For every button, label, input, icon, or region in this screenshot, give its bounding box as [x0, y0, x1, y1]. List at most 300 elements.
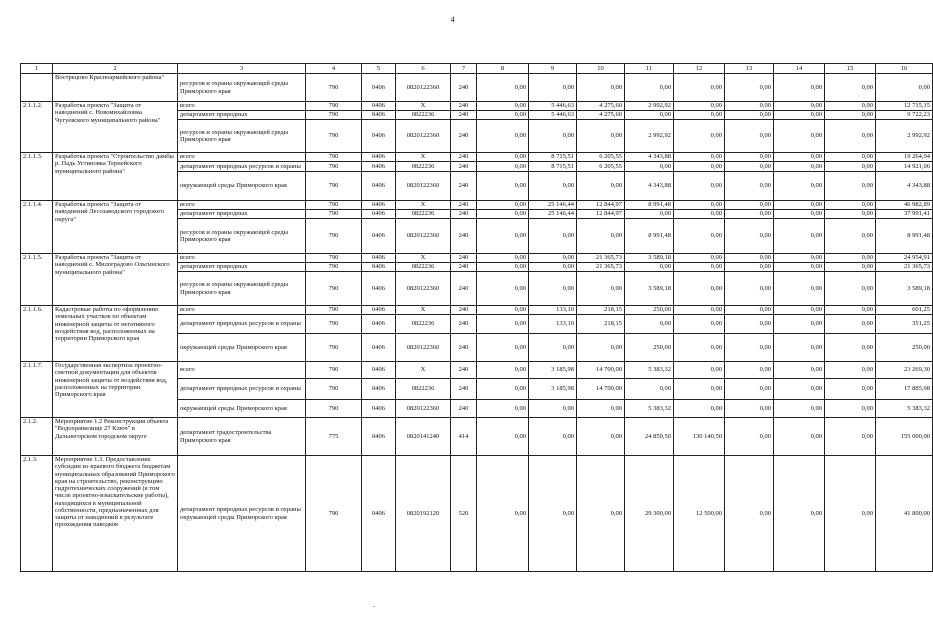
value-cell-c11: 4 343,88	[625, 172, 674, 201]
value-cell-c14: 0,00	[774, 172, 825, 201]
executor-cell: ресурсов и охраны окружающей среды Приморского края	[178, 120, 306, 153]
value-cell-c8: 0,00	[477, 153, 529, 162]
item-code: 2.1.2.	[21, 418, 53, 456]
value-cell-c9: 5 446,63	[529, 102, 577, 111]
value-cell-c8: 0,00	[477, 418, 529, 456]
value-cell-c10: 0,00	[577, 334, 625, 362]
value-cell-c14: 0,00	[774, 102, 825, 111]
value-cell-c4: 775	[306, 418, 362, 456]
value-cell-c8: 0,00	[477, 272, 529, 306]
value-cell-c12: 0,00	[674, 362, 725, 379]
value-cell-c5: 0406	[362, 306, 396, 315]
table-row	[21, 456, 933, 572]
value-cell-c4: 790	[306, 74, 362, 102]
column-number-3: 3	[178, 64, 306, 74]
value-cell-c9: 0,00	[529, 400, 577, 418]
value-cell-c8: 0,00	[477, 362, 529, 379]
value-cell-c7: 520	[451, 456, 477, 572]
value-cell-c14: 0,00	[774, 219, 825, 254]
value-cell-c10: 0,00	[577, 120, 625, 153]
value-cell-c5: 0406	[362, 334, 396, 362]
value-cell-c4: 790	[306, 362, 362, 379]
value-cell-c12: 0,00	[674, 219, 725, 254]
value-cell-c9: 0,00	[529, 172, 577, 201]
value-cell-c5: 0406	[362, 153, 396, 162]
value-cell-c6: 0822236	[396, 111, 451, 120]
value-cell-c15: 0,00	[825, 362, 876, 379]
value-cell-c14: 0,00	[774, 272, 825, 306]
item-code: 2.1.3.	[21, 456, 53, 572]
column-number-11: 11	[625, 64, 674, 74]
item-name: Вострецово Красноармейского района"	[53, 74, 178, 102]
column-number-row	[21, 64, 933, 74]
value-cell-c10: 4 275,60	[577, 102, 625, 111]
value-cell-c9: 8 715,51	[529, 153, 577, 162]
value-cell-c8: 0,00	[477, 111, 529, 120]
value-cell-c5: 0406	[362, 120, 396, 153]
value-cell-c13: 0,00	[725, 102, 774, 111]
value-cell-c13: 0,00	[725, 172, 774, 201]
value-cell-c11: 8 991,48	[625, 201, 674, 210]
value-cell-c5: 0406	[362, 418, 396, 456]
value-cell-c16: 8 991,48	[876, 219, 933, 254]
value-cell-c11: 250,00	[625, 306, 674, 315]
value-cell-c11: 3 589,18	[625, 254, 674, 263]
value-cell-c8: 0,00	[477, 201, 529, 210]
value-cell-c15: 0,00	[825, 102, 876, 111]
value-cell-c11: 5 383,32	[625, 362, 674, 379]
value-cell-c14: 0,00	[774, 400, 825, 418]
value-cell-c13: 0,00	[725, 263, 774, 272]
value-cell-c6: 0820141240	[396, 418, 451, 456]
value-cell-c7: 240	[451, 379, 477, 400]
executor-cell: окружающей среды Приморского края	[178, 172, 306, 201]
value-cell-c5: 0406	[362, 272, 396, 306]
executor-cell: всего	[178, 362, 306, 379]
value-cell-c15: 0,00	[825, 418, 876, 456]
value-cell-c12: 12 500,00	[674, 456, 725, 572]
value-cell-c14: 0,00	[774, 162, 825, 172]
value-cell-c11: 0,00	[625, 111, 674, 120]
value-cell-c15: 0,00	[825, 219, 876, 254]
value-cell-c11: 5 383,32	[625, 400, 674, 418]
value-cell-c13: 0,00	[725, 306, 774, 315]
item-name: Мероприятие 1.2 Реконструкция объекта "Водохранилище 27 Ключ" в Дальнегорском городском округе	[53, 418, 178, 456]
value-cell-c16: 21 365,73	[876, 263, 933, 272]
value-cell-c5: 0406	[362, 379, 396, 400]
table-row	[21, 102, 933, 111]
item-code: 2.1.1.6.	[21, 306, 53, 362]
value-cell-c8: 0,00	[477, 315, 529, 334]
value-cell-c6: 0820122360	[396, 172, 451, 201]
value-cell-c12: 0,00	[674, 74, 725, 102]
value-cell-c7: 240	[451, 102, 477, 111]
executor-cell: департамент градостроительства Приморского края	[178, 418, 306, 456]
value-cell-c15: 0,00	[825, 210, 876, 219]
value-cell-c5: 0406	[362, 162, 396, 172]
value-cell-c6: 0820192120	[396, 456, 451, 572]
value-cell-c10: 0,00	[577, 74, 625, 102]
value-cell-c9: 0,00	[529, 74, 577, 102]
value-cell-c11: 3 589,18	[625, 272, 674, 306]
value-cell-c14: 0,00	[774, 254, 825, 263]
value-cell-c7: 240	[451, 111, 477, 120]
value-cell-c11: 250,00	[625, 334, 674, 362]
value-cell-c16: 155 000,00	[876, 418, 933, 456]
value-cell-c4: 790	[306, 379, 362, 400]
column-number-10: 10	[577, 64, 625, 74]
value-cell-c6: X	[396, 362, 451, 379]
item-name: Разработка проекта "Строительство дамбы р. Падь Устиновка Тернейского муниципального района"	[53, 153, 178, 201]
value-cell-c10: 218,15	[577, 315, 625, 334]
value-cell-c16: 3 589,18	[876, 272, 933, 306]
value-cell-c9: 0,00	[529, 334, 577, 362]
value-cell-c11: 24 859,50	[625, 418, 674, 456]
column-number-2: 2	[53, 64, 178, 74]
value-cell-c16: 0,00	[876, 74, 933, 102]
value-cell-c11: 0,00	[625, 210, 674, 219]
value-cell-c9: 3 185,98	[529, 362, 577, 379]
table-row	[21, 418, 933, 456]
value-cell-c13: 0,00	[725, 210, 774, 219]
value-cell-c15: 0,00	[825, 272, 876, 306]
value-cell-c16: 14 921,06	[876, 162, 933, 172]
value-cell-c5: 0406	[362, 172, 396, 201]
value-cell-c8: 0,00	[477, 456, 529, 572]
value-cell-c8: 0,00	[477, 254, 529, 263]
value-cell-c11: 0,00	[625, 263, 674, 272]
value-cell-c6: 0820122360	[396, 272, 451, 306]
value-cell-c6: 0822236	[396, 379, 451, 400]
value-cell-c8: 0,00	[477, 162, 529, 172]
executor-cell: ресурсов и охраны окружающей среды Приморского края	[178, 74, 306, 102]
value-cell-c13: 0,00	[725, 334, 774, 362]
value-cell-c14: 0,00	[774, 263, 825, 272]
value-cell-c10: 6 205,55	[577, 162, 625, 172]
value-cell-c8: 0,00	[477, 210, 529, 219]
value-cell-c13: 0,00	[725, 74, 774, 102]
value-cell-c5: 0406	[362, 74, 396, 102]
value-cell-c5: 0406	[362, 362, 396, 379]
value-cell-c7: 240	[451, 120, 477, 153]
value-cell-c8: 0,00	[477, 219, 529, 254]
value-cell-c5: 0406	[362, 210, 396, 219]
value-cell-c16: 24 954,91	[876, 254, 933, 263]
value-cell-c11: 29 300,00	[625, 456, 674, 572]
value-cell-c6: 0820122360	[396, 400, 451, 418]
value-cell-c7: 240	[451, 254, 477, 263]
value-cell-c16: 2 992,92	[876, 120, 933, 153]
value-cell-c7: 240	[451, 334, 477, 362]
value-cell-c16: 17 885,98	[876, 379, 933, 400]
item-name: Разработка проекта "Защита от наводнений с. Милоградово Ольгинского муниципального района"	[53, 254, 178, 306]
table-row	[21, 254, 933, 263]
value-cell-c7: 414	[451, 418, 477, 456]
value-cell-c11: 0,00	[625, 315, 674, 334]
value-cell-c4: 790	[306, 162, 362, 172]
value-cell-c13: 0,00	[725, 315, 774, 334]
value-cell-c10: 4 275,60	[577, 111, 625, 120]
value-cell-c7: 240	[451, 172, 477, 201]
column-number-12: 12	[674, 64, 725, 74]
value-cell-c15: 0,00	[825, 111, 876, 120]
value-cell-c11: 0,00	[625, 379, 674, 400]
value-cell-c6: X	[396, 306, 451, 315]
item-code	[21, 74, 53, 102]
executor-cell: ресурсов и охраны окружающей среды Приморского края	[178, 272, 306, 306]
value-cell-c6: 0822236	[396, 210, 451, 219]
value-cell-c15: 0,00	[825, 74, 876, 102]
value-cell-c4: 790	[306, 334, 362, 362]
value-cell-c12: 0,00	[674, 306, 725, 315]
value-cell-c5: 0406	[362, 456, 396, 572]
value-cell-c11: 2 992,92	[625, 120, 674, 153]
item-name: Государственная экспертиза проектно-сметной документации для объектов инженерной защиты от воздействия вод, расположенных на территории Приморского края	[53, 362, 178, 418]
value-cell-c13: 0,00	[725, 219, 774, 254]
column-number-9: 9	[529, 64, 577, 74]
value-cell-c13: 0,00	[725, 400, 774, 418]
value-cell-c15: 0,00	[825, 120, 876, 153]
value-cell-c9: 0,00	[529, 120, 577, 153]
value-cell-c9: 133,10	[529, 315, 577, 334]
executor-cell: всего	[178, 153, 306, 162]
value-cell-c4: 790	[306, 153, 362, 162]
value-cell-c4: 790	[306, 254, 362, 263]
value-cell-c12: 0,00	[674, 400, 725, 418]
value-cell-c15: 0,00	[825, 201, 876, 210]
value-cell-c15: 0,00	[825, 254, 876, 263]
value-cell-c16: 250,00	[876, 334, 933, 362]
value-cell-c6: X	[396, 153, 451, 162]
value-cell-c12: 0,00	[674, 172, 725, 201]
value-cell-c14: 0,00	[774, 306, 825, 315]
value-cell-c12: 0,00	[674, 263, 725, 272]
executor-cell: департамент природных ресурсов и охраны окружающей среды Приморского края	[178, 456, 306, 572]
value-cell-c6: 0820122360	[396, 219, 451, 254]
value-cell-c7: 240	[451, 153, 477, 162]
value-cell-c4: 790	[306, 400, 362, 418]
value-cell-c13: 0,00	[725, 111, 774, 120]
value-cell-c9: 0,00	[529, 456, 577, 572]
value-cell-c13: 0,00	[725, 201, 774, 210]
executor-cell: окружающей среды Приморского края	[178, 334, 306, 362]
value-cell-c7: 240	[451, 315, 477, 334]
value-cell-c10: 21 365,73	[577, 263, 625, 272]
value-cell-c10: 0,00	[577, 456, 625, 572]
value-cell-c11: 2 992,92	[625, 102, 674, 111]
page-footer-mark: .	[373, 600, 375, 609]
item-code: 2.1.1.4.	[21, 201, 53, 254]
value-cell-c10: 21 365,73	[577, 254, 625, 263]
item-code: 2.1.1.7.	[21, 362, 53, 418]
value-cell-c14: 0,00	[774, 456, 825, 572]
value-cell-c5: 0406	[362, 201, 396, 210]
value-cell-c12: 0,00	[674, 111, 725, 120]
value-cell-c5: 0406	[362, 400, 396, 418]
value-cell-c14: 0,00	[774, 315, 825, 334]
column-number-6: 6	[396, 64, 451, 74]
value-cell-c6: X	[396, 102, 451, 111]
value-cell-c8: 0,00	[477, 334, 529, 362]
value-cell-c4: 790	[306, 102, 362, 111]
value-cell-c13: 0,00	[725, 456, 774, 572]
table-row	[21, 74, 933, 102]
value-cell-c15: 0,00	[825, 379, 876, 400]
value-cell-c9: 8 715,51	[529, 162, 577, 172]
value-cell-c13: 0,00	[725, 362, 774, 379]
value-cell-c13: 0,00	[725, 120, 774, 153]
value-cell-c10: 0,00	[577, 219, 625, 254]
value-cell-c9: 25 146,44	[529, 210, 577, 219]
item-code: 2.1.1.2.	[21, 102, 53, 153]
value-cell-c15: 0,00	[825, 153, 876, 162]
value-cell-c5: 0406	[362, 254, 396, 263]
value-cell-c16: 37 991,41	[876, 210, 933, 219]
value-cell-c13: 0,00	[725, 272, 774, 306]
value-cell-c8: 0,00	[477, 400, 529, 418]
value-cell-c4: 790	[306, 306, 362, 315]
value-cell-c12: 0,00	[674, 315, 725, 334]
executor-cell: ресурсов и охраны окружающей среды Приморского края	[178, 219, 306, 254]
value-cell-c12: 130 140,50	[674, 418, 725, 456]
column-number-14: 14	[774, 64, 825, 74]
value-cell-c14: 0,00	[774, 362, 825, 379]
value-cell-c11: 0,00	[625, 162, 674, 172]
value-cell-c4: 790	[306, 210, 362, 219]
value-cell-c15: 0,00	[825, 172, 876, 201]
value-cell-c13: 0,00	[725, 254, 774, 263]
table-row	[21, 201, 933, 210]
value-cell-c6: X	[396, 201, 451, 210]
value-cell-c16: 5 383,32	[876, 400, 933, 418]
value-cell-c16: 19 264,94	[876, 153, 933, 162]
value-cell-c5: 0406	[362, 263, 396, 272]
value-cell-c12: 0,00	[674, 210, 725, 219]
executor-cell: департамент природных	[178, 210, 306, 219]
column-number-13: 13	[725, 64, 774, 74]
value-cell-c13: 0,00	[725, 153, 774, 162]
value-cell-c16: 351,25	[876, 315, 933, 334]
value-cell-c15: 0,00	[825, 315, 876, 334]
value-cell-c8: 0,00	[477, 102, 529, 111]
value-cell-c4: 790	[306, 120, 362, 153]
column-number-5: 5	[362, 64, 396, 74]
value-cell-c9: 0,00	[529, 219, 577, 254]
page-number: 4	[450, 15, 455, 24]
value-cell-c10: 0,00	[577, 272, 625, 306]
value-cell-c6: 0820122360	[396, 120, 451, 153]
value-cell-c7: 240	[451, 201, 477, 210]
value-cell-c4: 790	[306, 201, 362, 210]
value-cell-c7: 240	[451, 162, 477, 172]
column-number-8: 8	[477, 64, 529, 74]
executor-cell: департамент природных ресурсов и охраны	[178, 315, 306, 334]
value-cell-c12: 0,00	[674, 102, 725, 111]
value-cell-c7: 240	[451, 400, 477, 418]
value-cell-c7: 240	[451, 263, 477, 272]
executor-cell: окружающей среды Приморского края	[178, 400, 306, 418]
column-number-16: 16	[876, 64, 933, 74]
value-cell-c9: 25 146,44	[529, 201, 577, 210]
value-cell-c8: 0,00	[477, 306, 529, 315]
value-cell-c14: 0,00	[774, 418, 825, 456]
table-row	[21, 362, 933, 379]
value-cell-c12: 0,00	[674, 272, 725, 306]
value-cell-c10: 12 844,97	[577, 201, 625, 210]
value-cell-c9: 3 185,98	[529, 379, 577, 400]
value-cell-c11: 4 343,88	[625, 153, 674, 162]
executor-cell: департамент природных	[178, 111, 306, 120]
value-cell-c7: 240	[451, 306, 477, 315]
value-cell-c16: 601,25	[876, 306, 933, 315]
value-cell-c10: 14 700,00	[577, 362, 625, 379]
value-cell-c14: 0,00	[774, 74, 825, 102]
executor-cell: всего	[178, 201, 306, 210]
value-cell-c8: 0,00	[477, 263, 529, 272]
value-cell-c13: 0,00	[725, 162, 774, 172]
value-cell-c4: 790	[306, 263, 362, 272]
value-cell-c4: 790	[306, 272, 362, 306]
value-cell-c12: 0,00	[674, 254, 725, 263]
value-cell-c14: 0,00	[774, 210, 825, 219]
value-cell-c12: 0,00	[674, 379, 725, 400]
value-cell-c13: 0,00	[725, 418, 774, 456]
value-cell-c10: 0,00	[577, 400, 625, 418]
value-cell-c14: 0,00	[774, 201, 825, 210]
value-cell-c15: 0,00	[825, 263, 876, 272]
value-cell-c4: 790	[306, 315, 362, 334]
value-cell-c10: 218,15	[577, 306, 625, 315]
item-code: 2.1.1.3.	[21, 153, 53, 201]
value-cell-c13: 0,00	[725, 379, 774, 400]
value-cell-c8: 0,00	[477, 172, 529, 201]
value-cell-c14: 0,00	[774, 153, 825, 162]
value-cell-c6: 0820122360	[396, 334, 451, 362]
value-cell-c4: 790	[306, 172, 362, 201]
value-cell-c6: 0822236	[396, 162, 451, 172]
value-cell-c10: 12 844,97	[577, 210, 625, 219]
value-cell-c11: 0,00	[625, 74, 674, 102]
value-cell-c8: 0,00	[477, 379, 529, 400]
value-cell-c5: 0406	[362, 219, 396, 254]
value-cell-c4: 790	[306, 111, 362, 120]
item-name: Разработка проекта "Защита от наводнений Лесозаводского городского округа"	[53, 201, 178, 254]
value-cell-c10: 14 700,00	[577, 379, 625, 400]
value-cell-c6: X	[396, 254, 451, 263]
table-row	[21, 153, 933, 162]
value-cell-c5: 0406	[362, 111, 396, 120]
value-cell-c14: 0,00	[774, 120, 825, 153]
value-cell-c16: 46 982,89	[876, 201, 933, 210]
executor-cell: всего	[178, 306, 306, 315]
value-cell-c8: 0,00	[477, 120, 529, 153]
column-number-15: 15	[825, 64, 876, 74]
value-cell-c7: 240	[451, 362, 477, 379]
value-cell-c9: 0,00	[529, 254, 577, 263]
value-cell-c4: 790	[306, 219, 362, 254]
value-cell-c15: 0,00	[825, 306, 876, 315]
value-cell-c15: 0,00	[825, 162, 876, 172]
value-cell-c12: 0,00	[674, 201, 725, 210]
value-cell-c12: 0,00	[674, 153, 725, 162]
item-code: 2.1.1.5.	[21, 254, 53, 306]
executor-cell: департамент природных	[178, 263, 306, 272]
executor-cell: департамент природных ресурсов и охраны	[178, 162, 306, 172]
table-row	[21, 306, 933, 315]
value-cell-c11: 8 991,48	[625, 219, 674, 254]
budget-table	[20, 63, 933, 572]
value-cell-c16: 41 800,00	[876, 456, 933, 572]
